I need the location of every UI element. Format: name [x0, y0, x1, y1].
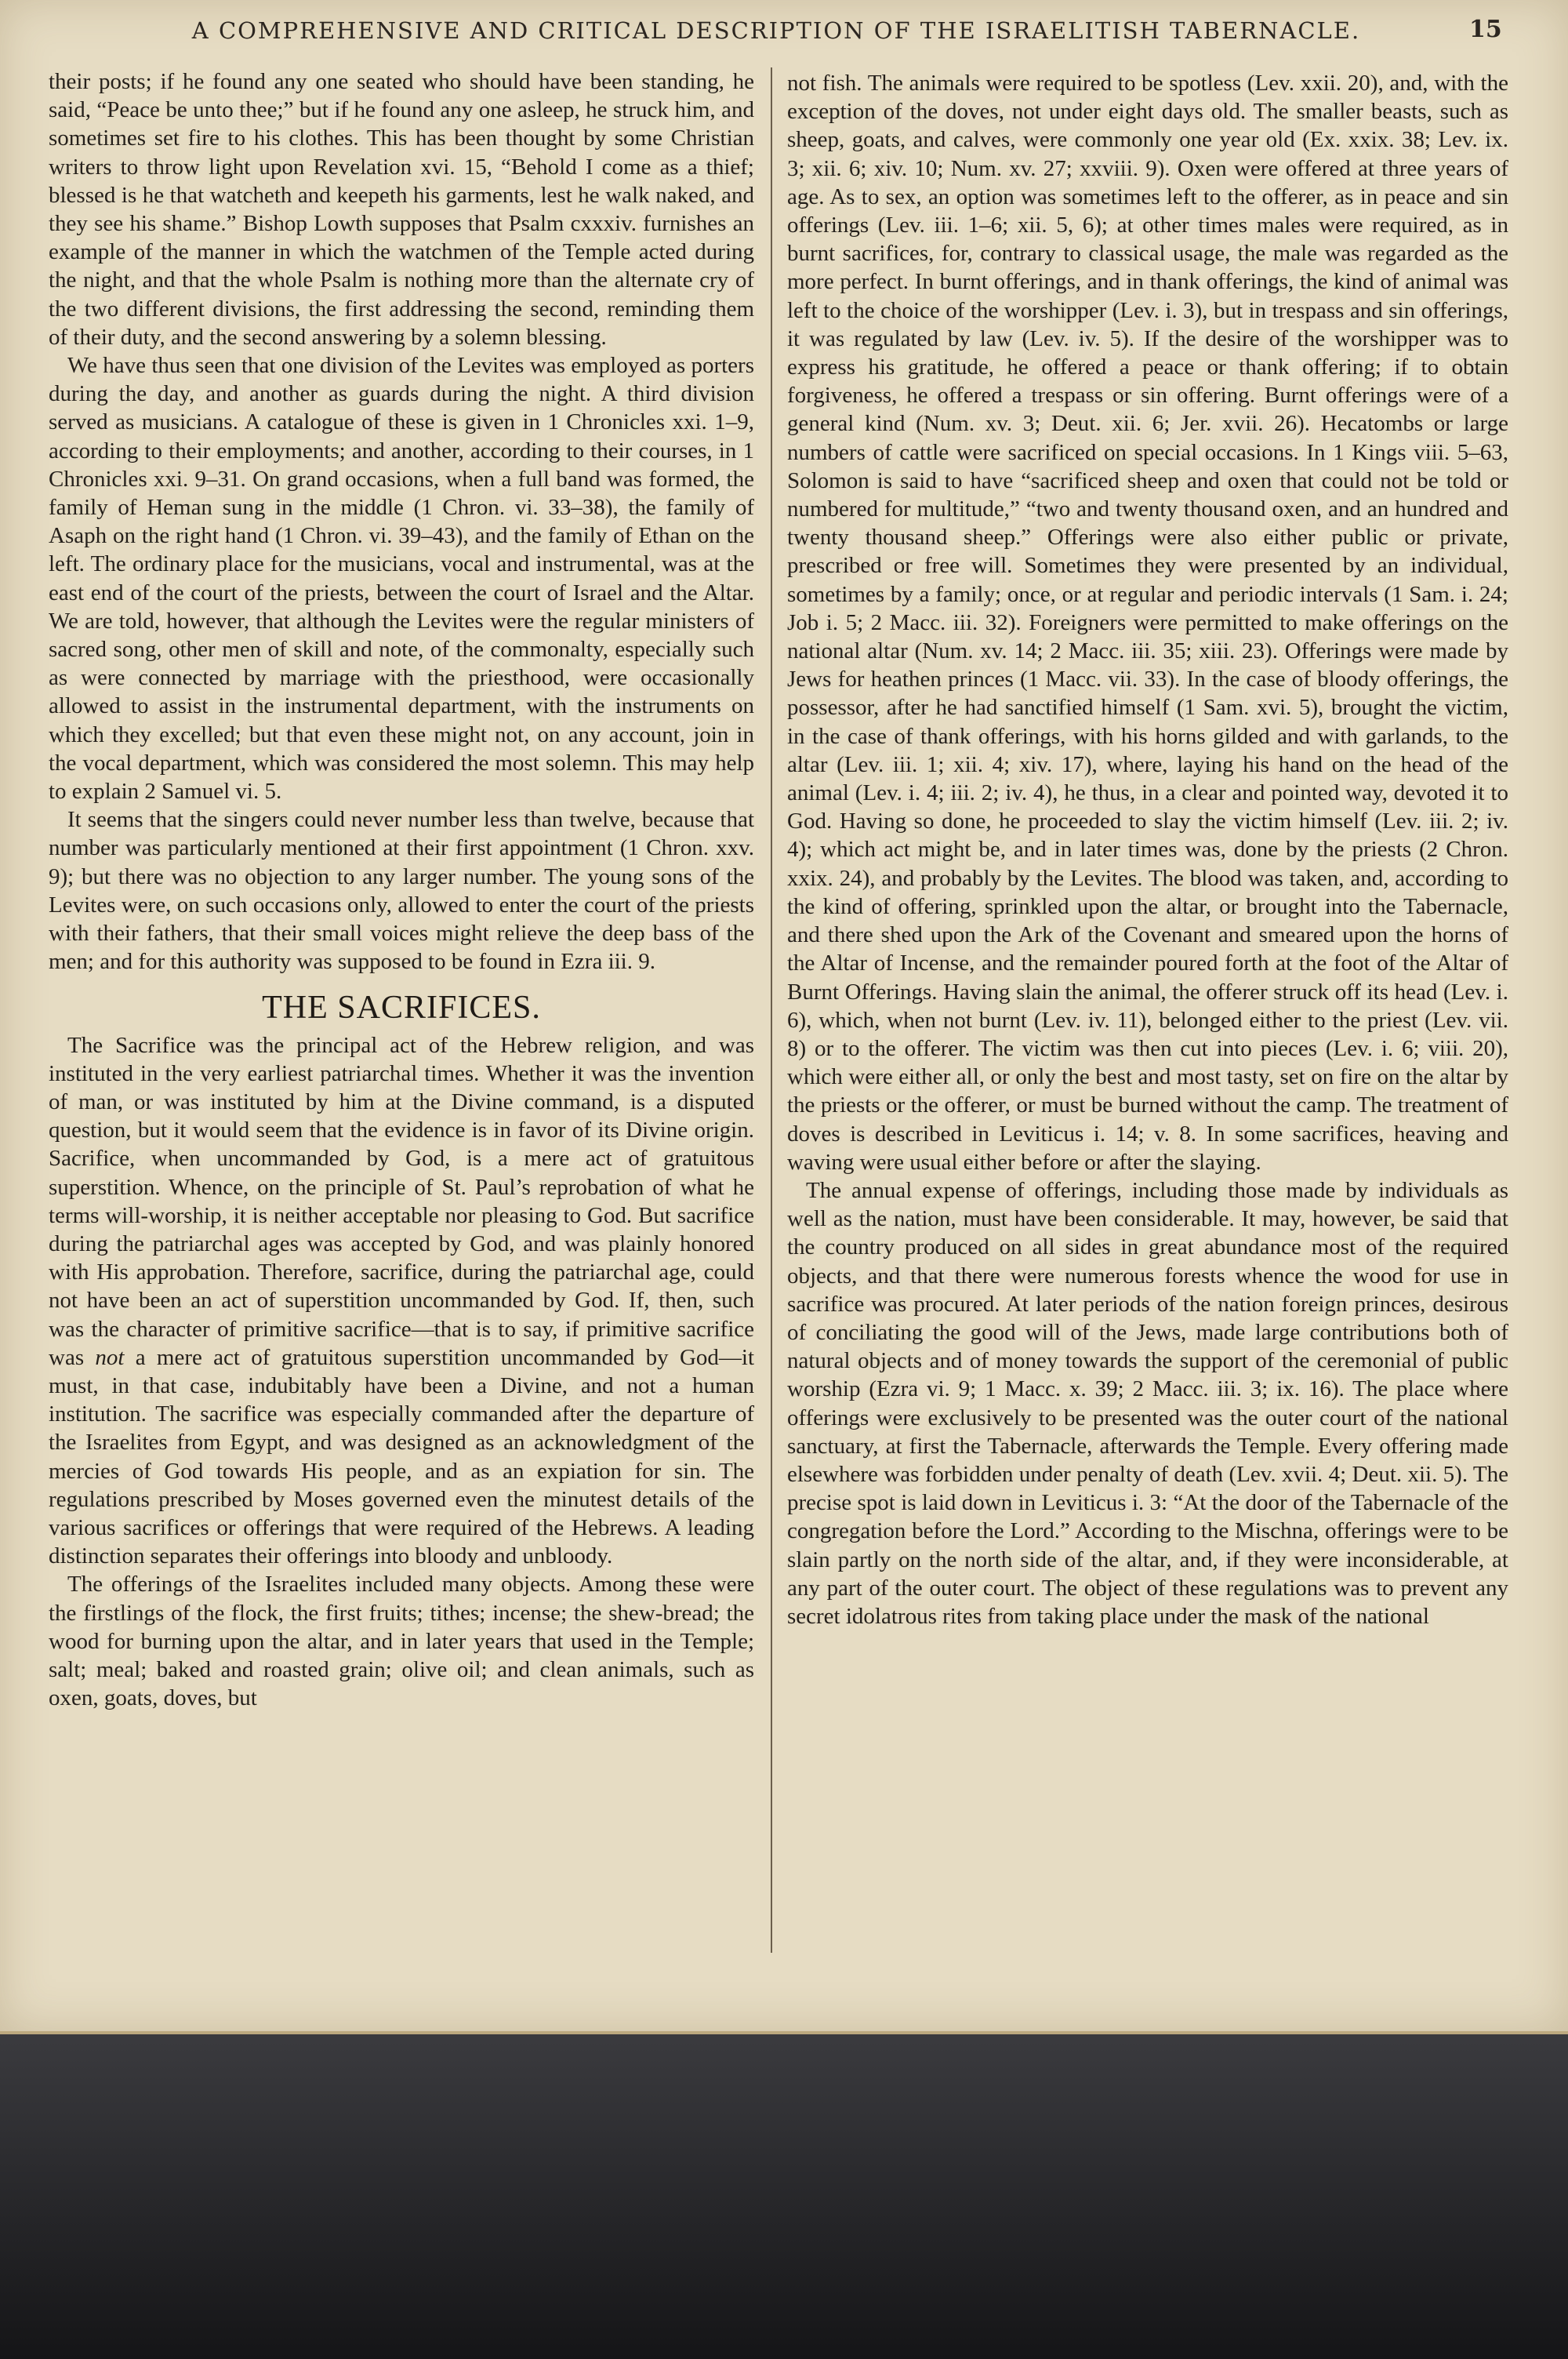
left-column — [49, 67, 754, 1957]
section-heading: THE SACRIFICES. — [262, 989, 541, 1026]
paragraph-singers: It seems that the singers could never number less than twelve, because that number was particularly mentioned at their first appointment (1 Chron. xxv. 9); but there was no objection to any larger number. The young sons of the Levites were, on such occasions only, allowed to enter the court of the priests with their fathers, that their small voices might relieve the deep bass of the men; and for this authority was supposed to be found in Ezra iii. 9. — [49, 807, 754, 975]
column-rule — [771, 67, 772, 1953]
running-title: A COMPREHENSIVE AND CRITICAL DESCRIPTION OF THE ISRAELITISH TABERNACLE. — [191, 17, 1361, 44]
paragraph-animals: not fish. The animals were required to be spotless (Lev. xxii. 20), and, with the exception of the doves, not under eight days old. The smaller beasts, such as sheep, goats, and calves, were commonly one year old (Ex. xxix. 38; Lev. ix. 3; xii. 6; xiv. 10; Num. xv. 27; xxviii. 9). Oxen were offered at three years of age. As to sex, an option was sometimes left to the offerer, as in peace and sin offerings (Lev. iii. 1–6; xii. 5, 6); at other times males were required, as in burnt sacrifices, for, contrary to classical usage, the male was regarded as the more perfect. In burnt offerings, and in thank offerings, the kind of animal was left to the choice of the worshipper (Lev. i. 3), but in trespass and sin offerings, it was regulated by law (Lev. iv. 5). If the desire of the worshipper was to express his gratitude, he offered a peace or thank offering; if to obtain forgiveness, he offered a trespass or sin offering. Burnt offerings were of a general kind (Num. xv. 3; Deut. xii. 6; Jer. xvii. 26). Hecatombs or large numbers of cattle were sacrificed on special occasions. In 1 Kings viii. 5–63, Solomon is said to have “sacrificed sheep and oxen that could not be told or numbered for multitude,” “two and twenty thousand oxen, and an hundred and twenty thousand sheep.” Offerings were also either public or private, prescribed or free will. Sometimes they were presented by an individual, sometimes by a family; once, or at regular and periodic intervals (1 Sam. i. 24; Job i. 5; 2 Macc. iii. 32). Foreigners were permitted to make offerings on the national altar (Num. xv. 14; 2 Macc. iii. 35; xiii. 23). Offerings were made by Jews for heathen princes (1 Macc. vii. 33). In the case of bloody offerings, the possessor, after he had sanctified himself (1 Sam. xvi. 5), brought the victim, in the case of thank offerings, with his horns gilded and with garlands, to the altar (Lev. iii. 1; xii. 4; xiv. 17), where, laying his hand on the head of the animal (Lev. i. 4; iii. 2; iv. 4), he thus, in a clear and pointed way, devoted it to God. Having so done, he proceeded to slay the victim himself (Lev. iii. 2; iv. 4); which act might be, and in later times was, done by the priests (2 Chron. xxix. 24), and probably by the Levites. The blood was taken, and, according to the kind of offering, sprinkled upon the altar, or brought into the Tabernacle, and there shed upon the Ark of the Covenant and smeared upon the horns of the Altar of Incense, and the remainder poured forth at the foot of the Altar of Burnt Offerings. Having slain the animal, the offerer struck off its head (Lev. i. 6), which, when not burnt (Lev. iv. 11), belonged either to the priest (Lev. vii. 8) or to the offerer. The victim was then cut into pieces (Lev. i. 6; viii. 20), which were either all, or only the best and most tasty, set on fire on the altar by the priests or the offerer, or must be burned without the camp. The treatment of doves is described in Leviticus i. 14; v. 8. In some sacrifices, heaving and waving were usual either before or after the slaying. — [787, 71, 1508, 1175]
page-number: 15 — [1469, 16, 1502, 43]
paragraph-night-watch: their posts; if he found any one seated who should have been standing, he said, “Peace be unto thee;” but if he found any one asleep, he struck him, and sometimes set fire to his clothes. This has been thought by some Christian writers to throw light upon Revelation xvi. 15, “Behold I come as a thief; blessed is he that watcheth and keepeth his garments, lest he walk naked, and they see his shame.” Bishop Lowth supposes that Psalm cxxxiv. furnishes an example of the manner in which the watchmen of the Temple acted during the night, and that the whole Psalm is nothing more than the alternate cry of the two different divisions, the first addressing the second, reminding them of their duty, and the second answering by a solemn blessing. — [49, 69, 754, 350]
right-column — [787, 69, 1508, 1959]
paragraph-sacrifice-origin — [49, 1031, 754, 1571]
emphasis-text: not — [95, 1344, 125, 1370]
paragraph-levite-divisions: We have thus seen that one division of the Levites was employed as porters during the day, and another as guards during the night. A third division served as musicians. A catalogue of these is given in 1 Chronicles xxi. 1–9, according to their employments; and another, according to their courses, in 1 Chronicles xxi. 9–31. On grand occasions, when a full band was formed, the family of Heman sung in the middle (1 Chron. vi. 33–38), the family of Asaph on the right hand (1 Chron. vi. 39–43), and the family of Ethan on the left. The ordinary place for the musicians, vocal and instrumental, was at the east end of the court of the priests, between the court of Israel and the Altar. We are told, however, that although the Levites were the regular ministers of sacred song, other men of skill and note, of the commonalty, especially such as were connected by marriage with the priesthood, were occasionally allowed to assist in the instrumental department, with the instruments on which they excelled; but that even these might not, on any account, join in the vocal department, which was considered the most solemn. This may help to explain 2 Samuel vi. 5. — [49, 353, 754, 805]
paragraph-text: The Sacrifice was the principal act of the Hebrew religion, and was instituted in the very earliest patriarchal times. Whether it was the invention of man, or was instituted by him at the Divine command, is a disputed question, but it would seem that the evidence is in favor of its Divine origin. Sacrifice, when uncommanded by God, is a mere act of gratuitous superstition. Whence, on the principle of St. Paul’s reprobation of what he terms will-worship, it is neither acceptable nor pleasing to God. But sacrifice during the patriarchal ages was accepted by God, and was plainly honored with His approbation. Therefore, sacrifice, during the patriarchal age, could not have been an act of superstition uncommanded by God. If, then, such was the character of primitive sacrifice—that is to say, if primitive sacrifice was — [49, 1032, 754, 1370]
paragraph-text: a mere act of gratuitous superstition uncommanded by God—it must, in that case, indubitably have been a Divine, and not a human institution. The sacrifice was especially commanded after the departure of the Israelites from Egypt, and was designed as an acknowledgment of the mercies of God towards His people, and as an expiation for sin. The regulations prescribed by Moses governed even the minutest details of the various sacrifices or offerings that were required of the Hebrews. A leading distinction separates their offerings into bloody and unbloody. — [49, 1344, 755, 1569]
paragraph-expense: The annual expense of offerings, including those made by individuals as well as the nation, must have been considerable. It may, however, be said that the country produced on all sides in great abundance most of the required objects, and that there were numerous forests whence the wood for use in sacrifice was procured. At later periods of the nation foreign princes, desirous of conciliating the good will of the Jews, made large contributions both of natural objects and of money towards the support of the ceremonial of public worship (Ezra vi. 9; 1 Macc. x. 39; 2 Macc. iii. 3; ix. 16). The place where offerings were exclusively to be presented was the outer court of the national sanctuary, at first the Tabernacle, afterwards the Temple. Every offering made elsewhere was forbidden under penalty of death (Lev. xvii. 4; Deut. xii. 5). The precise spot is laid down in Leviticus i. 3: “At the door of the Tabernacle of the congregation before the Lord.” According to the Mischna, offerings were to be slain partly on the north side of the altar, and, if they were inconsiderable, at any part of the outer court. The object of these regulations was to prevent any secret idolatrous rites from taking place under the mask of the national — [787, 1177, 1508, 1629]
paragraph-offerings: The offerings of the Israelites included many objects. Among these were the firstlings of the flock, the first fruits; tithes; incense; the shew-bread; the wood for burning upon the altar, and in later years that used in the Temple; salt; meal; baked and roasted grain; olive oil; and clean animals, such as oxen, goats, doves, but — [49, 1572, 754, 1711]
